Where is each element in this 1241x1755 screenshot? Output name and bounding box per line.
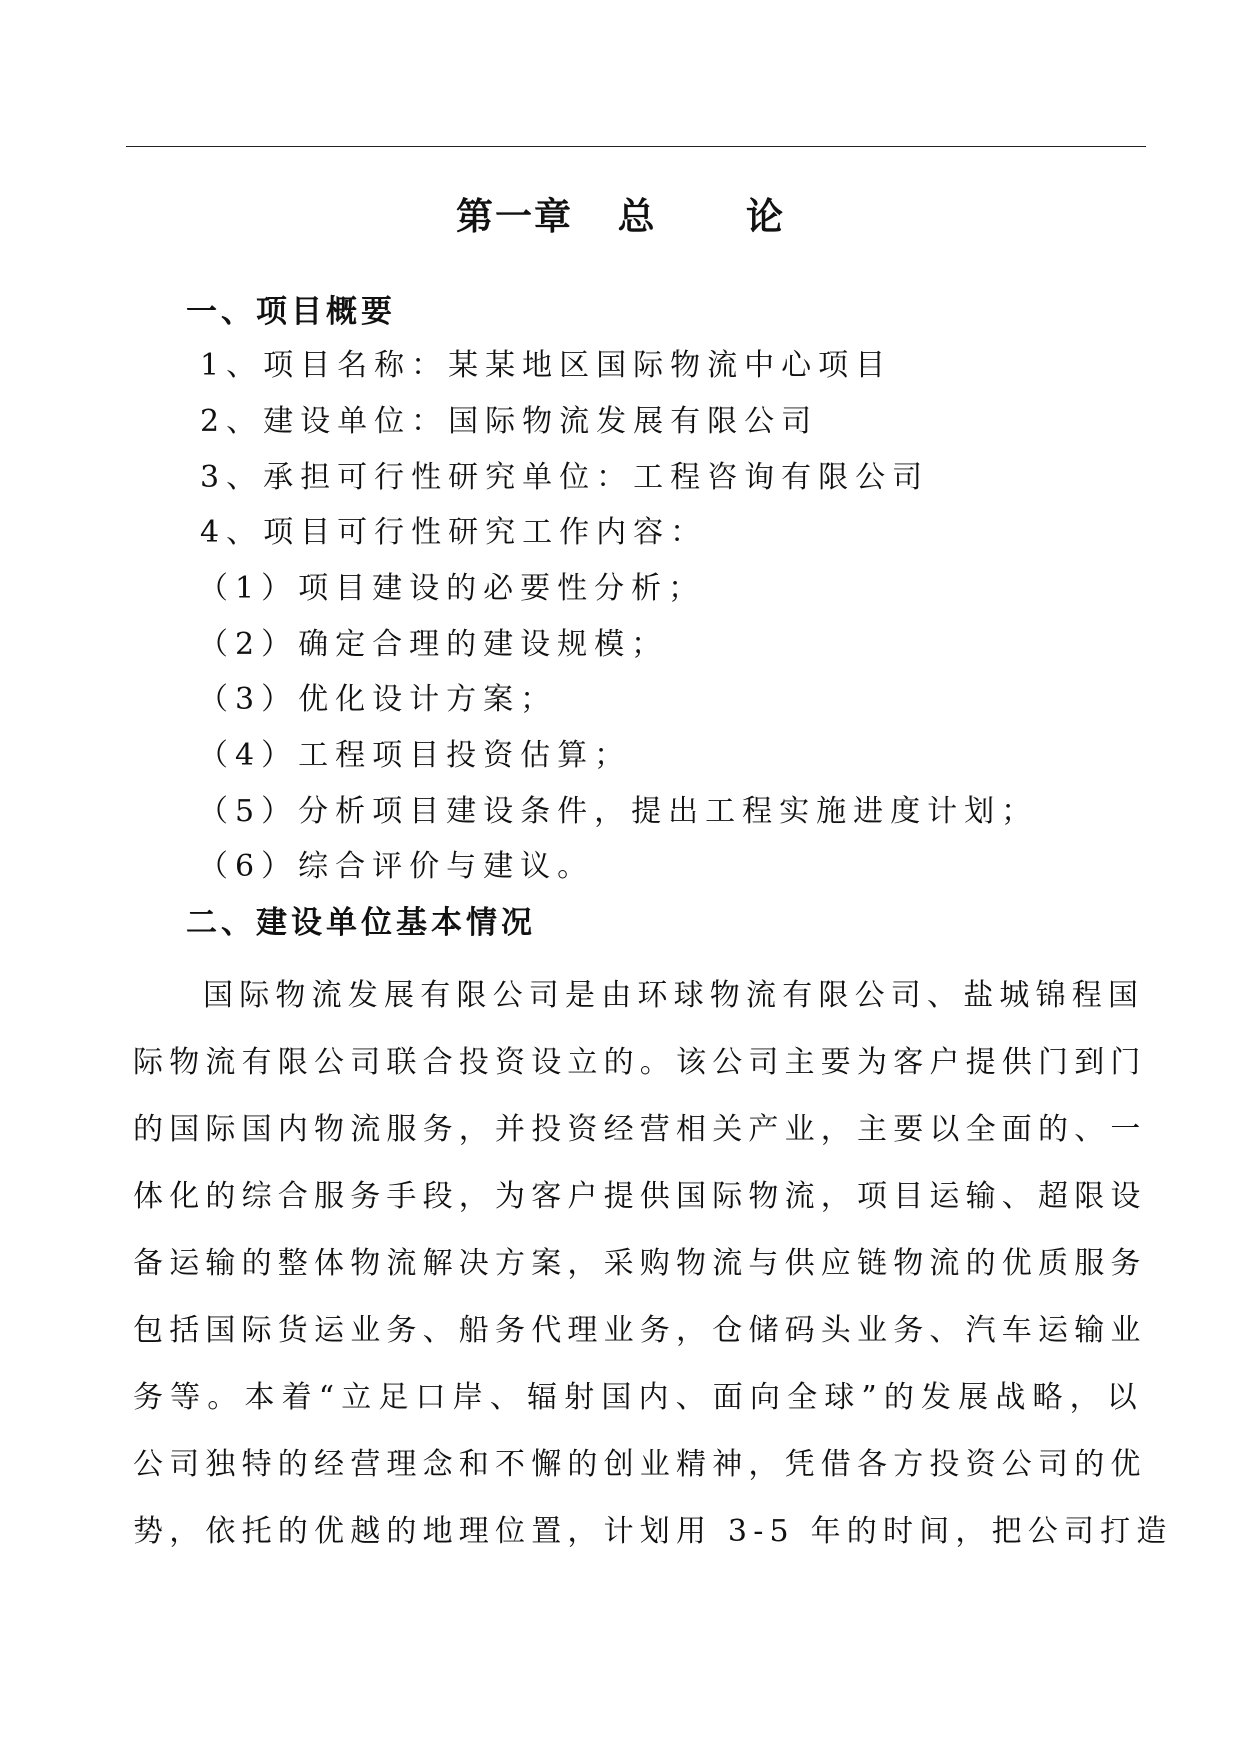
section-heading-overview: 一、项目概要 — [186, 294, 396, 330]
item-feasibility-content: 4、项目可行性研究工作内容： — [200, 515, 708, 550]
paragraph-line: 公司独特的经营理念和不懈的创业精神，凭借各方投资公司的优 — [133, 1447, 1147, 1482]
item-feasibility-unit: 3、承担可行性研究单位：工程咨询有限公司 — [200, 460, 930, 495]
chapter-title: 第一章 总 论 — [456, 195, 785, 238]
paragraph-line: 体化的综合服务手段，为客户提供国际物流，项目运输、超限设 — [133, 1179, 1147, 1214]
paragraph-line: 际物流有限公司联合投资设立的。该公司主要为客户提供门到门 — [133, 1045, 1147, 1080]
item-construction-unit: 2、建设单位：国际物流发展有限公司 — [200, 404, 819, 439]
subitem-6: （6）综合评价与建议。 — [198, 849, 595, 884]
paragraph-line: 的国际国内物流服务，并投资经营相关产业，主要以全面的、一 — [133, 1112, 1147, 1147]
item-project-name: 1、项目名称：某某地区国际物流中心项目 — [200, 348, 893, 383]
subitem-1: （1）项目建设的必要性分析； — [198, 571, 706, 606]
paragraph-line: 备运输的整体物流解决方案，采购物流与供应链物流的优质服务 — [133, 1246, 1147, 1281]
paragraph-line: 包括国际货运业务、船务代理业务，仓储码头业务、汽车运输业 — [133, 1313, 1147, 1348]
subitem-5: （5）分析项目建设条件，提出工程实施进度计划； — [198, 794, 1039, 829]
paragraph-line: 国际物流发展有限公司是由环球物流有限公司、盐城锦程国 — [203, 978, 1145, 1013]
paragraph-line: 势，依托的优越的地理位置，计划用 3-5 年的时间，把公司打造 — [133, 1514, 1173, 1549]
subitem-3: （3）优化设计方案； — [198, 682, 558, 717]
section-heading-company: 二、建设单位基本情况 — [186, 905, 536, 941]
paragraph-line: 务等。本着“立足口岸、辐射国内、面向全球”的发展战略，以 — [133, 1380, 1143, 1415]
subitem-2: （2）确定合理的建设规模； — [198, 627, 669, 662]
header-rule — [126, 146, 1146, 147]
subitem-4: （4）工程项目投资估算； — [198, 738, 632, 773]
